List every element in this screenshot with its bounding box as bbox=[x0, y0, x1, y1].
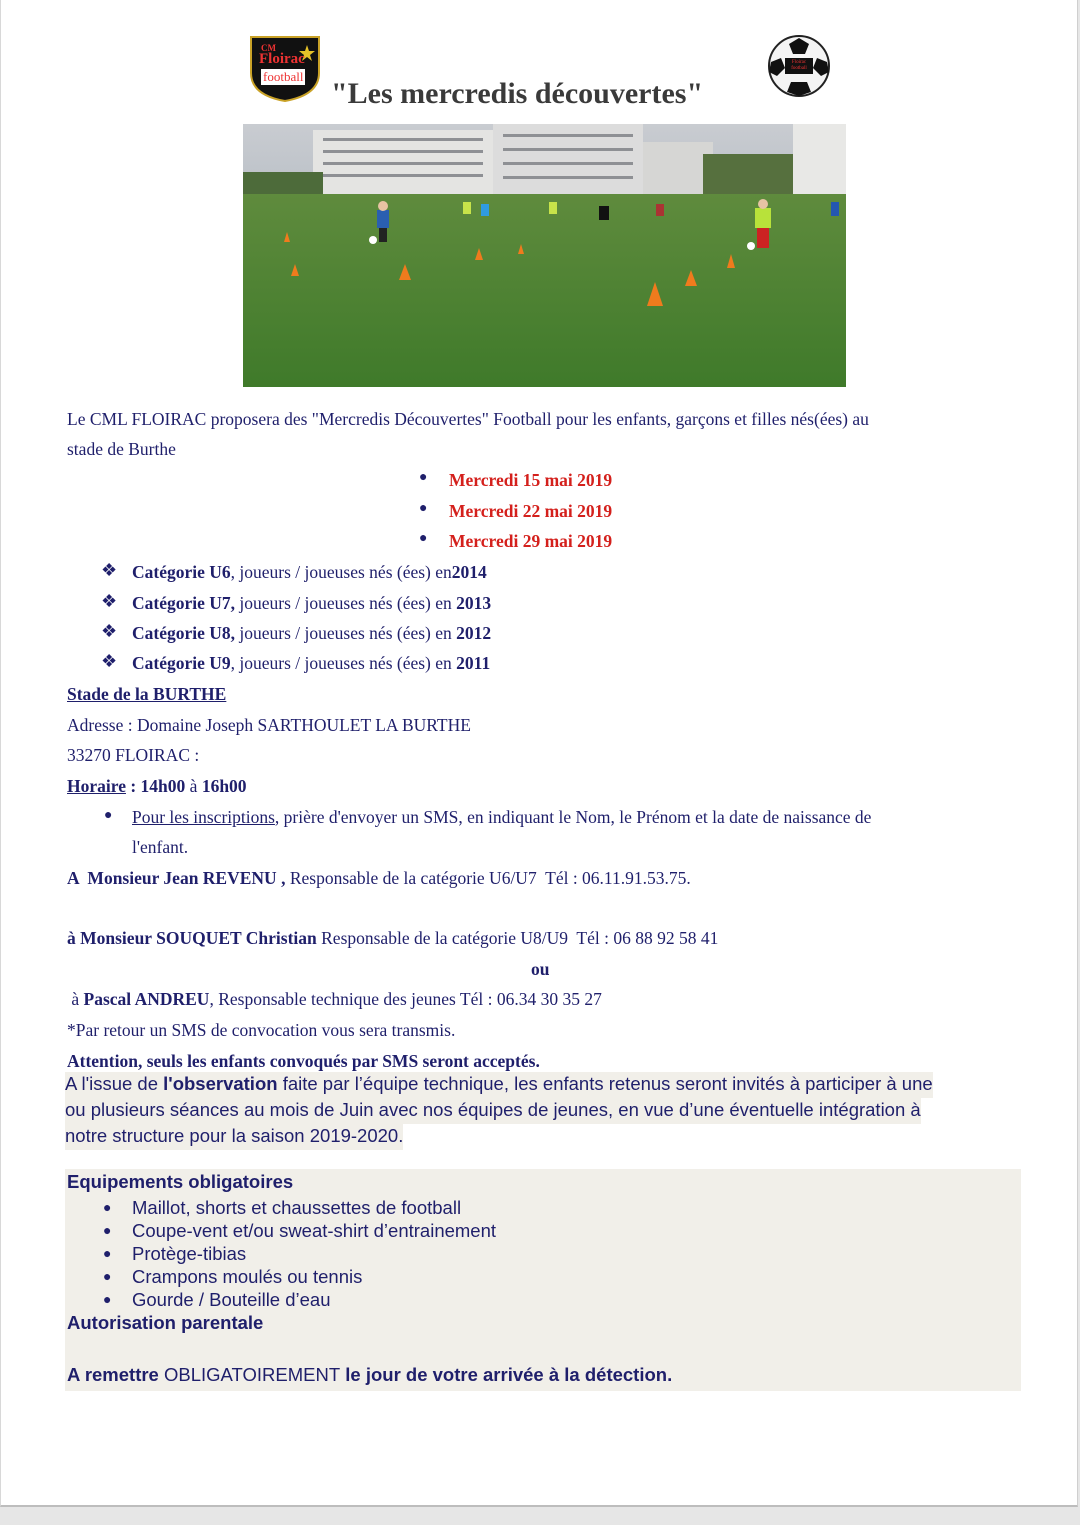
date-item: Mercredi 22 mai 2019 bbox=[449, 501, 613, 521]
equipement-item: Crampons moulés ou tennis bbox=[132, 1266, 363, 1287]
category-text: joueurs / joueuses nés (ées) en bbox=[235, 593, 457, 613]
category-name: Catégorie U8, bbox=[132, 623, 236, 643]
date-item: Mercredi 15 mai 2019 bbox=[449, 470, 613, 490]
bullet-icon: ● bbox=[103, 1245, 112, 1261]
inscription-text: , prière d'envoyer un SMS, en indiquant le Nom, le Prénom et la date de naissance de bbox=[274, 807, 872, 827]
equipement-item: Coupe-vent et/ou sweat-shirt d’entrainement bbox=[132, 1220, 497, 1241]
category-item bbox=[132, 561, 487, 583]
stade-address: Adresse : Domaine Joseph SARTHOULET LA BURTHE bbox=[67, 715, 471, 735]
autorisation-heading: Autorisation parentale bbox=[67, 1312, 264, 1333]
bullet-icon: ● bbox=[103, 1268, 112, 1284]
contact-souquet-name: à Monsieur SOUQUET Christian bbox=[67, 928, 317, 948]
diamond-bullet-icon: ❖ bbox=[101, 560, 118, 580]
category-name: Catégorie U7, bbox=[132, 593, 236, 613]
category-text: , joueurs / joueuses nés (ées) en bbox=[230, 562, 452, 582]
observation-line-2: ou plusieurs séances au mois de Juin avec nos équipes de jeunes, en vue d’une éventuelle intégration à bbox=[65, 1098, 921, 1124]
category-year: 2013 bbox=[456, 593, 492, 613]
ball-logo-right bbox=[765, 34, 833, 98]
bullet-icon: ● bbox=[104, 808, 113, 823]
contact-revenu bbox=[67, 867, 691, 889]
category-text: , joueurs / joueuses nés (ées) en bbox=[230, 653, 457, 673]
bullet-icon: ● bbox=[103, 1222, 112, 1238]
category-item bbox=[132, 622, 491, 644]
equipements-block bbox=[65, 1169, 1021, 1391]
observation-pre: A l'issue de bbox=[65, 1073, 164, 1094]
observation-bold: l'observation bbox=[163, 1073, 278, 1094]
observation-line-3: notre structure pour la saison 2019-2020. bbox=[65, 1124, 403, 1150]
contact-andreu-pre: à bbox=[67, 989, 84, 1009]
category-year: 2014 bbox=[451, 562, 487, 582]
equipement-item: Gourde / Bouteille d’eau bbox=[132, 1289, 331, 1310]
autorisation-mid: OBLIGATOIREMENT bbox=[164, 1364, 341, 1385]
category-item bbox=[132, 652, 490, 674]
category-year: 2012 bbox=[456, 623, 492, 643]
intro-line-2: stade de Burthe bbox=[67, 439, 176, 459]
football-field-photo bbox=[243, 124, 846, 387]
inscription-line-1 bbox=[132, 806, 871, 828]
category-text: joueurs / joueuses nés (ées) en bbox=[235, 623, 457, 643]
logo-left-text-mid: Floirac bbox=[259, 51, 305, 67]
horaire-start: 14h00 bbox=[140, 776, 186, 796]
bullet-icon: ● bbox=[419, 470, 428, 485]
sms-note: *Par retour un SMS de convocation vous sera transmis. bbox=[67, 1020, 456, 1040]
autorisation-post: le jour de votre arrivée à la détection. bbox=[340, 1364, 673, 1385]
contact-souquet-info: Responsable de la catégorie U8/U9 Tél : 06 88 92 58 41 bbox=[316, 928, 719, 948]
inscription-line-2: l'enfant. bbox=[132, 837, 189, 857]
autorisation-line bbox=[67, 1363, 672, 1387]
attention-note: Attention, seuls les enfants convoqués par SMS seront acceptés. bbox=[67, 1051, 540, 1071]
bullet-icon: ● bbox=[103, 1291, 112, 1307]
stade-heading: Stade de la BURTHE bbox=[67, 684, 227, 704]
autorisation-pre: A remettre bbox=[67, 1364, 164, 1385]
logo-left-text-bot: football bbox=[263, 69, 304, 84]
contact-andreu bbox=[67, 988, 602, 1010]
diamond-bullet-icon: ❖ bbox=[101, 651, 118, 671]
contact-andreu-info: , Responsable technique des jeunes Tél : 06.34 30 35 27 bbox=[209, 989, 602, 1009]
page-title: "Les mercredis découvertes" bbox=[331, 77, 704, 110]
category-name: Catégorie U6 bbox=[132, 562, 231, 582]
equipement-item: Protège-tibias bbox=[132, 1243, 247, 1264]
contact-revenu-name: A Monsieur Jean REVENU , bbox=[67, 868, 286, 888]
bullet-icon: ● bbox=[103, 1199, 112, 1215]
equipement-item: Maillot, shorts et chaussettes de football bbox=[132, 1197, 462, 1218]
date-item: Mercredi 29 mai 2019 bbox=[449, 531, 613, 551]
diamond-bullet-icon: ❖ bbox=[101, 591, 118, 611]
category-name: Catégorie U9 bbox=[132, 653, 231, 673]
contact-revenu-info: Responsable de la catégorie U6/U7 Tél : 06.11.91.53.75. bbox=[285, 868, 691, 888]
horaire-end: 16h00 bbox=[201, 776, 247, 796]
bullet-icon: ● bbox=[419, 531, 428, 546]
observation-paragraph bbox=[65, 1072, 995, 1150]
equipements-heading: Equipements obligatoires bbox=[67, 1171, 294, 1192]
logo-left-text-top: CM bbox=[261, 43, 276, 53]
horaire-sep: : bbox=[125, 776, 141, 796]
or-separator: ou bbox=[531, 959, 550, 979]
contact-andreu-name: Pascal ANDREU bbox=[83, 989, 210, 1009]
contact-souquet bbox=[67, 927, 718, 949]
horaire-line bbox=[67, 775, 247, 797]
observation-rest: faite par l’équipe technique, les enfants retenus seront invités à participer à une bbox=[277, 1073, 933, 1094]
stade-city: 33270 FLOIRAC : bbox=[67, 745, 200, 765]
bullet-icon: ● bbox=[419, 501, 428, 516]
horaire-mid: à bbox=[185, 776, 202, 796]
inscription-link[interactable]: Pour les inscriptions bbox=[132, 807, 275, 827]
category-item bbox=[132, 592, 491, 614]
observation-line-1 bbox=[65, 1072, 933, 1098]
intro-line-1: Le CML FLOIRAC proposera des "Mercredis Découvertes" Football pour les enfants, garçons et filles nés(ées) au bbox=[67, 409, 869, 429]
horaire-label: Horaire bbox=[67, 776, 126, 796]
club-logo-left bbox=[247, 31, 323, 103]
category-year: 2011 bbox=[456, 653, 491, 673]
diamond-bullet-icon: ❖ bbox=[101, 621, 118, 641]
ball-logo-text: Floirac football bbox=[791, 60, 807, 71]
